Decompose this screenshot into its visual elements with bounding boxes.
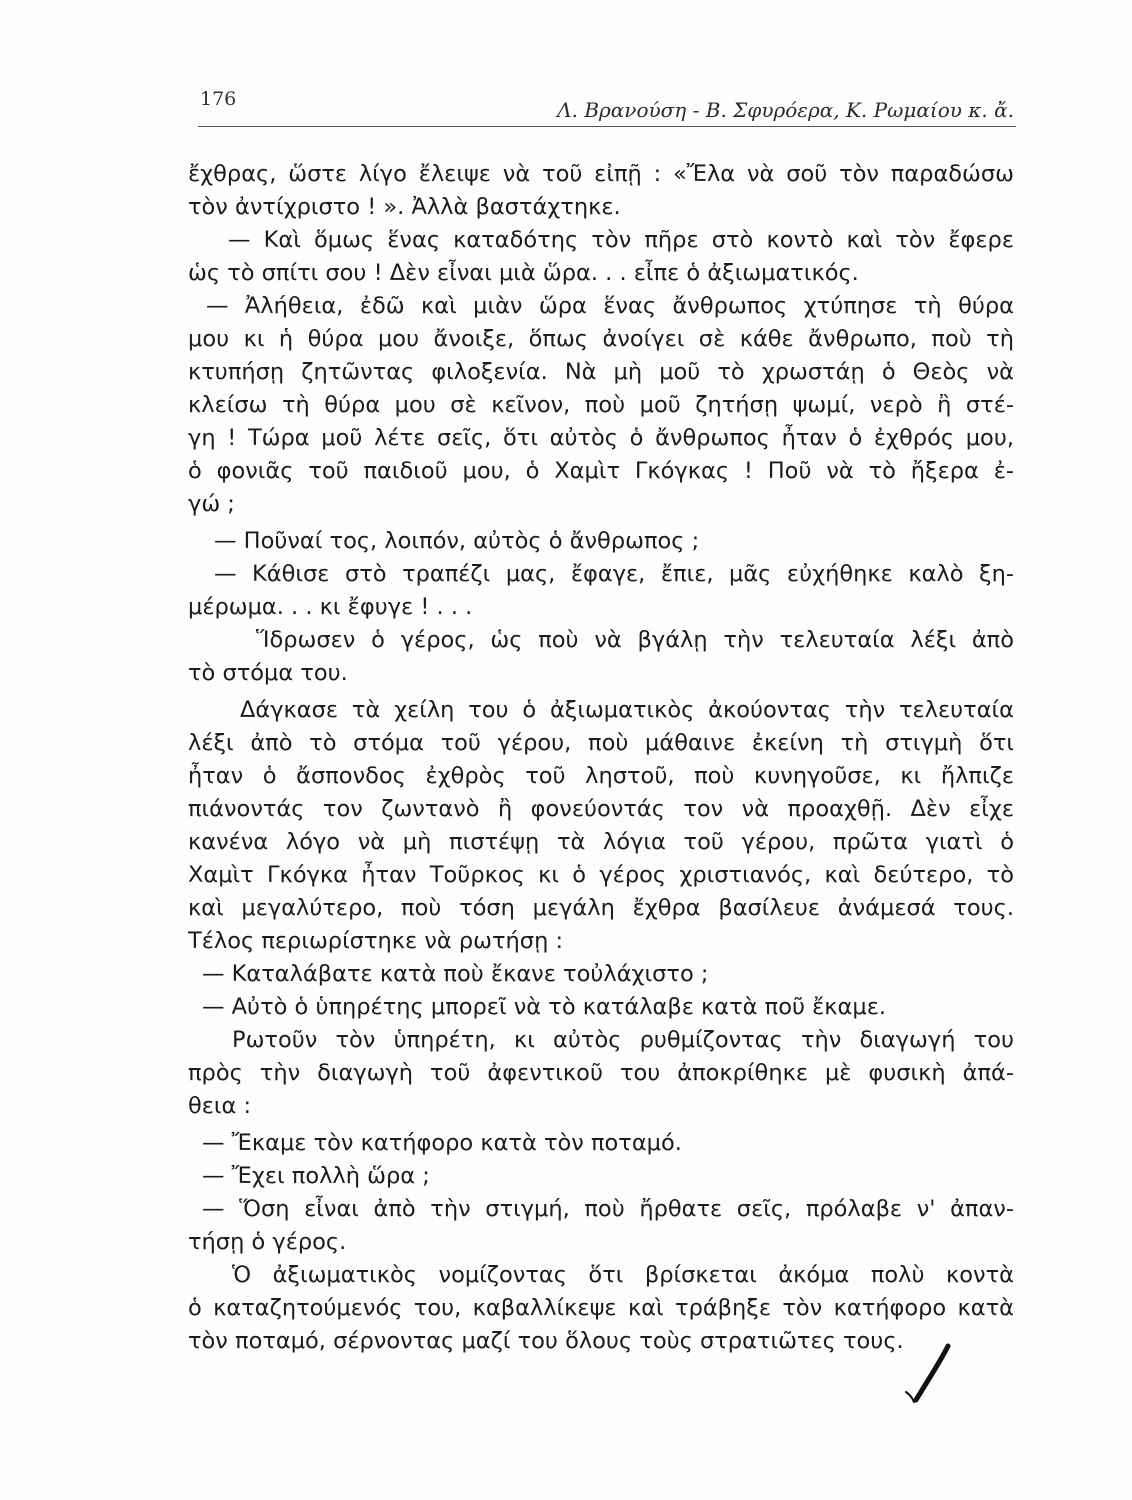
text-line: — Αὐτὸ ὁ ὑπηρέτης μπορεῖ νὰ τὸ κατάλαβε κατὰ ποῦ ἔκαμε. <box>202 994 887 1020</box>
text-line: — Ἀλήθεια, ἐδῶ καὶ μιὰν ὥρα ἕνας ἄνθρωπος χτύπησε τὴ θύρα <box>206 293 1014 319</box>
text-line: θεια : <box>188 1093 252 1119</box>
text-line: τὸ στόμα του. <box>188 660 348 686</box>
text-line: — Κάθισε στὸ τραπέζι μας, ἔφαγε, ἔπιε, μᾶς εὐχήθηκε καλὸ ξη- <box>214 561 1014 587</box>
text-line: τὸν ποταμό, σέρνοντας μαζί του ὅλους τοὺς στρατιῶτες τους. <box>188 1328 904 1354</box>
text-line: γη ! Τώρα μοῦ λέτε σεῖς, ὅτι αὐτὸς ὁ ἄνθρωπος ἦταν ὁ ἐχθρός μου, <box>188 425 1014 451</box>
text-line: μου κι ἡ θύρα μου ἄνοιξε, ὅπως ἀνοίγει σὲ κάθε ἄνθρωπο, ποὺ τὴ <box>188 326 1014 352</box>
running-head: Λ. Βρανούση - Β. Σφυρόερα, Κ. Ρωμαίου κ. ἄ. <box>557 98 1014 122</box>
text-line: πιάνοντάς τον ζωντανὸ ἢ φονεύοντάς τον νὰ προαχθῇ. Δὲν εἶχε <box>188 796 1014 822</box>
text-line: Ρωτοῦν τὸν ὑπηρέτη, κι αὐτὸς ρυθμίζοντας τὴν διαγωγή του <box>232 1027 1014 1053</box>
text-line: λέξι ἀπὸ τὸ στόμα τοῦ γέρου, ποὺ μάθαινε ἐκείνη τὴ στιγμὴ ὅτι <box>188 730 1014 756</box>
text-line: — Καὶ ὅμως ἕνας καταδότης τὸν πῆρε στὸ κοντὸ καὶ τὸν ἔφερε <box>228 227 1014 253</box>
text-line: μέρωμα. . . κι ἔφυγε ! . . . <box>188 594 473 620</box>
text-line: Χαμὶτ Γκόγκα ἦταν Τοῦρκος κι ὁ γέρος χριστιανός, καὶ δεύτερο, τὸ <box>188 862 1014 888</box>
text-line: τὸν ἀντίχριστο ! ». Ἀλλὰ βαστάχτηκε. <box>188 194 621 220</box>
text-line: ἔχθρας, ὥστε λίγο ἔλειψε νὰ τοῦ εἰπῇ : «Ἔλα νὰ σοῦ τὸν παραδώσω <box>188 161 1014 187</box>
text-line: — Ἔκαμε τὸν κατήφορο κατὰ τὸν ποταμό. <box>202 1130 682 1156</box>
page-number: 176 <box>200 88 237 110</box>
header-rule <box>198 126 1016 127</box>
text-line: ἦταν ὁ ἄσπονδος ἐχθρὸς τοῦ ληστοῦ, ποὺ κυνηγοῦσε, κι ἤλπιζε <box>188 763 1014 789</box>
text-line: κλείσω τὴ θύρα μου σὲ κεῖνον, ποὺ μοῦ ζητήσῃ ψωμί, νερὸ ἢ στέ- <box>188 392 1014 418</box>
text-line: ὁ καταζητούμενός του, καβαλλίκεψε καὶ τράβηξε τὸν κατήφορο κατὰ <box>188 1295 1014 1321</box>
text-line: κτυπήσῃ ζητῶντας φιλοξενία. Νὰ μὴ μοῦ τὸ χρωστάῃ ὁ Θεὸς νὰ <box>188 359 1014 385</box>
body-text <box>188 158 1014 1358</box>
text-line: Τέλος περιωρίστηκε νὰ ρωτήσῃ : <box>188 928 564 954</box>
text-line: κανένα λόγο νὰ μὴ πιστέψῃ τὰ λόγια τοῦ γέρου, πρῶτα γιατὶ ὁ <box>188 829 1014 855</box>
text-line: ὁ φονιᾶς τοῦ παιδιοῦ μου, ὁ Χαμὶτ Γκόγκας ! Ποῦ νὰ τὸ ἤξερα ἐ- <box>188 458 1014 484</box>
text-line: Ἵδρωσεν ὁ γέρος, ὡς ποὺ νὰ βγάλῃ τὴν τελευταία λέξι ἀπὸ <box>256 627 1014 653</box>
text-line: γώ ; <box>188 491 235 517</box>
text-line: ὡς τὸ σπίτι σου ! Δὲν εἶναι μιὰ ὥρα. . . εἶπε ὁ ἀξιωματικός. <box>188 260 859 286</box>
text-line: καὶ μεγαλύτερο, ποὺ τόση μεγάλη ἔχθρα βασίλευε ἀνάμεσά τους. <box>188 895 1014 921</box>
text-line: τήσῃ ὁ γέρος. <box>188 1229 347 1255</box>
text-line: Ὁ ἀξιωματικὸς νομίζοντας ὅτι βρίσκεται ἀκόμα πολὺ κοντὰ <box>232 1262 1014 1288</box>
text-line: — Ὅση εἶναι ἀπὸ τὴν στιγμή, ποὺ ἤρθατε σεῖς, πρόλαβε ν' ἀπαν- <box>202 1196 1014 1222</box>
text-line: — Ποῦναί τος, λοιπόν, αὐτὸς ὁ ἄνθρωπος ; <box>214 528 700 554</box>
text-line: Δάγκασε τὰ χείλη του ὁ ἀξιωματικὸς ἀκούοντας τὴν τελευταία <box>240 697 1014 723</box>
page-header <box>198 88 1018 128</box>
pen-mark-icon <box>900 1342 960 1412</box>
text-line: — Καταλάβατε κατὰ ποὺ ἔκανε τοὐλάχιστο ; <box>202 961 709 987</box>
text-line: πρὸς τὴν διαγωγὴ τοῦ ἀφεντικοῦ του ἀποκρίθηκε μὲ φυσικὴ ἀπά- <box>188 1060 1014 1086</box>
text-line: — Ἔχει πολλὴ ὥρα ; <box>202 1163 430 1189</box>
